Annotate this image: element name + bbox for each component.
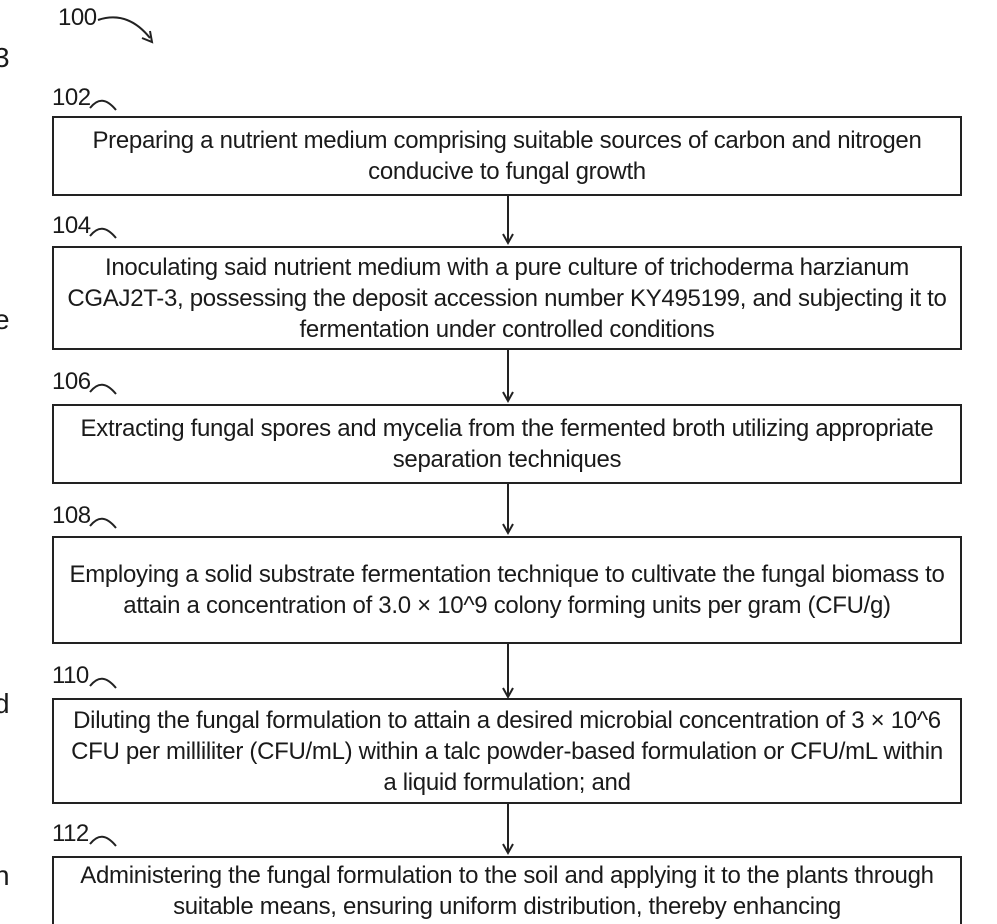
reference-leader-icon — [88, 832, 122, 850]
step-box — [52, 536, 962, 644]
step-box — [52, 116, 962, 196]
down-arrow-icon — [500, 196, 516, 246]
reference-leader-icon — [88, 380, 122, 398]
down-arrow-icon — [500, 804, 516, 856]
left-edge-text-fragment — [0, 862, 10, 890]
step-text: Extracting fungal spores and mycelia from the fermented broth utilizing appropriate separation techniques — [62, 413, 952, 475]
step-box — [52, 246, 962, 350]
down-arrow-icon — [500, 484, 516, 536]
down-arrow-icon — [500, 350, 516, 404]
step-text: Employing a solid substrate fermentation technique to cultivate the fungal biomass to attain a concentration of 3.0 × 10^9 colony forming units per gram (CFU/g) — [62, 559, 952, 621]
step-text: Diluting the fungal formulation to attain a desired microbial concentration of 3 × 10^6 CFU per milliliter (CFU/mL) within a talc powder-based formulation or CFU/mL within a liquid formulation; and — [62, 705, 952, 798]
left-edge-text-fragment — [0, 44, 10, 72]
step-box — [52, 856, 962, 924]
step-text: Administering the fungal formulation to the soil and applying it to the plants through suitable means, ensuring uniform distribution, thereby enhancing — [62, 860, 952, 922]
reference-leader-icon — [88, 514, 122, 532]
step-text: Preparing a nutrient medium comprising suitable sources of carbon and nitrogen conducive to fungal growth — [62, 125, 952, 187]
figure-pointer-arrow-icon — [96, 8, 166, 48]
reference-leader-icon — [88, 224, 122, 242]
step-text: Inoculating said nutrient medium with a pure culture of trichoderma harzianum CGAJ2T-3, possessing the deposit accession number KY495199, and subjecting it to fermentation under controlled conditions — [62, 252, 952, 345]
step-reference-number: 112 — [52, 822, 89, 846]
reference-leader-icon — [88, 674, 122, 692]
step-reference-number: 102 — [52, 86, 91, 110]
step-box — [52, 698, 962, 804]
step-reference-number: 110 — [52, 664, 89, 688]
step-reference-number: 106 — [52, 370, 91, 394]
step-reference-number: 108 — [52, 504, 91, 528]
step-box — [52, 404, 962, 484]
step-reference-number: 104 — [52, 214, 91, 238]
reference-leader-icon — [88, 96, 122, 114]
left-edge-text-fragment — [0, 690, 10, 718]
left-edge-text-fragment — [0, 306, 10, 334]
figure-reference-number: 100 — [58, 4, 97, 32]
down-arrow-icon — [500, 644, 516, 700]
